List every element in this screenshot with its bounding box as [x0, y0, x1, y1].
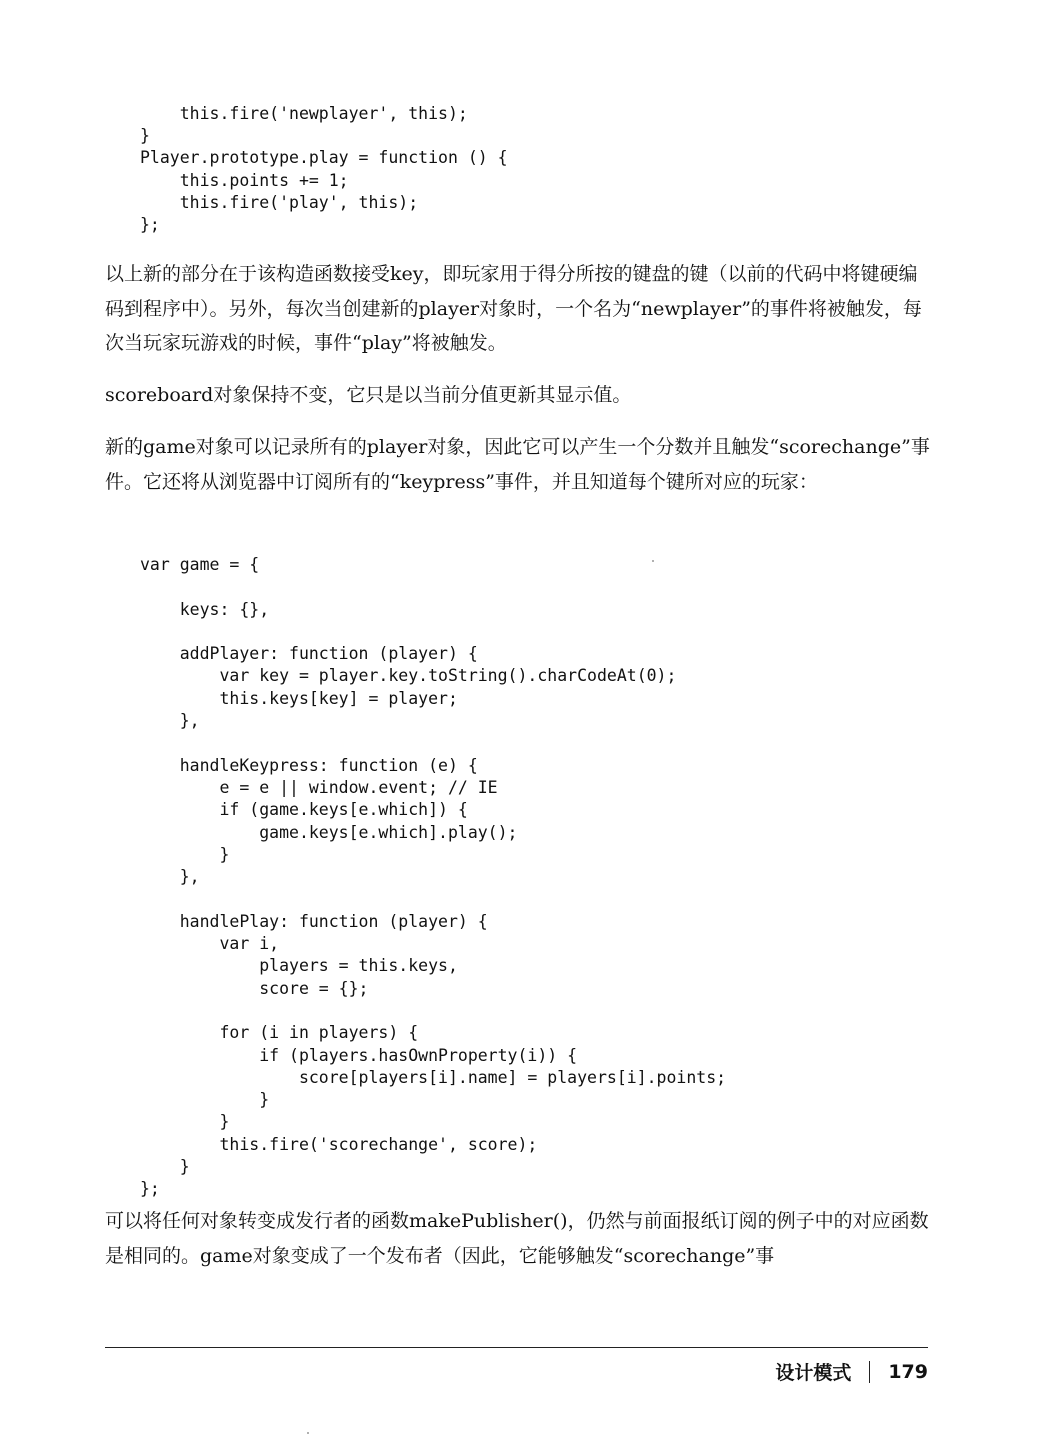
footer-separator	[869, 1361, 870, 1383]
paragraph-make-publisher: 可以将任何对象转变成发行者的函数makePublisher()，仍然与前面报纸订阅的例子中的对应函数是相同的。game对象变成了一个发布者（因此，它能够触发“scorechange”事	[105, 1210, 929, 1267]
footer-rule	[105, 1347, 928, 1348]
footer-section-title: 设计模式	[775, 1362, 852, 1384]
paragraph-scoreboard: scoreboard对象保持不变，它只是以当前分值更新其显示值。	[105, 384, 632, 406]
scan-speck	[307, 1432, 309, 1434]
scan-speck	[652, 560, 654, 562]
code-block-game: var game = { keys: {}, addPlayer: function (player) { var key = player.key.toString().charCodeAt(0); this.keys[key] = player; }, handleKeypress: function (e) { e = e || window.event; // IE if (game.keys[e.which]) { game.keys[e.which].play(); } }, handlePlay: function (player) { var i, players = this.keys, score = {}; for (i in players) { if (players.hasOwnProperty(i)) { score[players[i].name] = players[i].points; } } this.fire('scorechange', score); } };	[140, 555, 727, 1199]
page-number: 179	[888, 1360, 928, 1383]
code-block-player-play: this.fire('newplayer', this); } Player.prototype.play = function () { this.points += 1; this.fire('play', this); };	[140, 104, 508, 235]
page-footer	[775, 1358, 928, 1385]
paragraph-game-object: 新的game对象可以记录所有的player对象，因此它可以产生一个分数并且触发“scorechange”事件。它还将从浏览器中订阅所有的“keypress”事件，并且知道每个键所对应的玩家：	[105, 436, 930, 493]
paragraph-constructor-key: 以上新的部分在于该构造函数接受key，即玩家用于得分所按的键盘的键（以前的代码中将键硬编码到程序中）。另外，每次当创建新的player对象时，一个名为“newplayer”的事件将被触发，每次当玩家玩游戏的时候，事件“play”将被触发。	[105, 263, 922, 354]
